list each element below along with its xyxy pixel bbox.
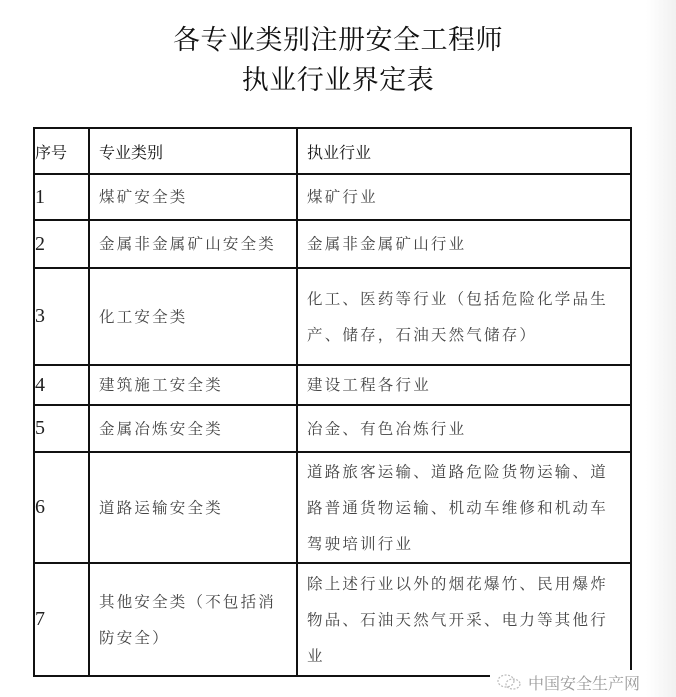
industry-definition-table bbox=[33, 127, 632, 677]
row-number: 2 bbox=[34, 220, 89, 268]
row-number: 7 bbox=[34, 563, 89, 676]
row-industry-text: 煤矿行业 bbox=[307, 188, 378, 206]
row-category-text: 金属冶炼安全类 bbox=[99, 419, 223, 438]
row-industry-text: 冶金、有色冶炼行业 bbox=[307, 419, 467, 438]
row-category-text: 道路运输安全类 bbox=[99, 498, 223, 517]
row-industry bbox=[297, 405, 631, 452]
row-category bbox=[89, 563, 297, 676]
row-industry bbox=[297, 174, 631, 220]
header-industry-label: 执业行业 bbox=[307, 142, 372, 162]
watermark-text: 中国安全生产网 bbox=[528, 673, 641, 693]
row-category-text: 煤矿安全类 bbox=[99, 188, 188, 206]
row-number: 5 bbox=[34, 405, 89, 452]
row-number: 3 bbox=[34, 268, 89, 365]
table-row bbox=[34, 365, 631, 405]
table-row bbox=[34, 563, 631, 676]
header-category-label: 专业类别 bbox=[99, 142, 164, 162]
row-industry bbox=[297, 365, 631, 405]
row-industry bbox=[297, 220, 631, 268]
wechat-icon bbox=[496, 673, 522, 691]
table-row bbox=[34, 220, 631, 268]
table-header-row bbox=[34, 128, 631, 174]
document-title-line2: 执业行业界定表 bbox=[241, 65, 435, 96]
row-industry bbox=[297, 452, 631, 563]
row-category-text: 建筑施工安全类 bbox=[99, 376, 223, 394]
row-category bbox=[89, 405, 297, 452]
row-category bbox=[89, 268, 297, 365]
page-edge-shade bbox=[646, 0, 676, 697]
table-row bbox=[34, 268, 631, 365]
row-category bbox=[89, 365, 297, 405]
row-number: 1 bbox=[34, 174, 89, 220]
row-category bbox=[89, 174, 297, 220]
row-industry-text: 除上述行业以外的烟花爆竹、民用爆炸物品、石油天然气开采、电力等其他行业 bbox=[307, 574, 608, 665]
row-number: 4 bbox=[34, 365, 89, 405]
header-category bbox=[89, 128, 297, 174]
row-industry-text: 化工、医药等行业（包括危险化学品生产、储存，石油天然气储存） bbox=[307, 289, 608, 344]
row-category-text: 化工安全类 bbox=[99, 307, 188, 326]
row-category-text: 其他安全类（不包括消防安全） bbox=[99, 592, 277, 647]
source-watermark bbox=[490, 670, 646, 694]
table-row bbox=[34, 174, 631, 220]
row-category bbox=[89, 220, 297, 268]
header-serial-number: 序号 bbox=[34, 128, 89, 174]
table-row bbox=[34, 452, 631, 563]
row-category-text: 金属非金属矿山安全类 bbox=[99, 235, 277, 253]
row-number: 6 bbox=[34, 452, 89, 563]
header-industry bbox=[297, 128, 631, 174]
row-category bbox=[89, 452, 297, 563]
row-industry-text: 道路旅客运输、道路危险货物运输、道路普通货物运输、机动车维修和机动车驾驶培训行业 bbox=[307, 462, 608, 553]
row-industry bbox=[297, 563, 631, 676]
row-industry-text: 建设工程各行业 bbox=[307, 376, 431, 394]
row-industry-text: 金属非金属矿山行业 bbox=[307, 235, 467, 253]
document-title-line1: 各专业类别注册安全工程师 bbox=[173, 25, 503, 56]
row-industry bbox=[297, 268, 631, 365]
table-row bbox=[34, 405, 631, 452]
